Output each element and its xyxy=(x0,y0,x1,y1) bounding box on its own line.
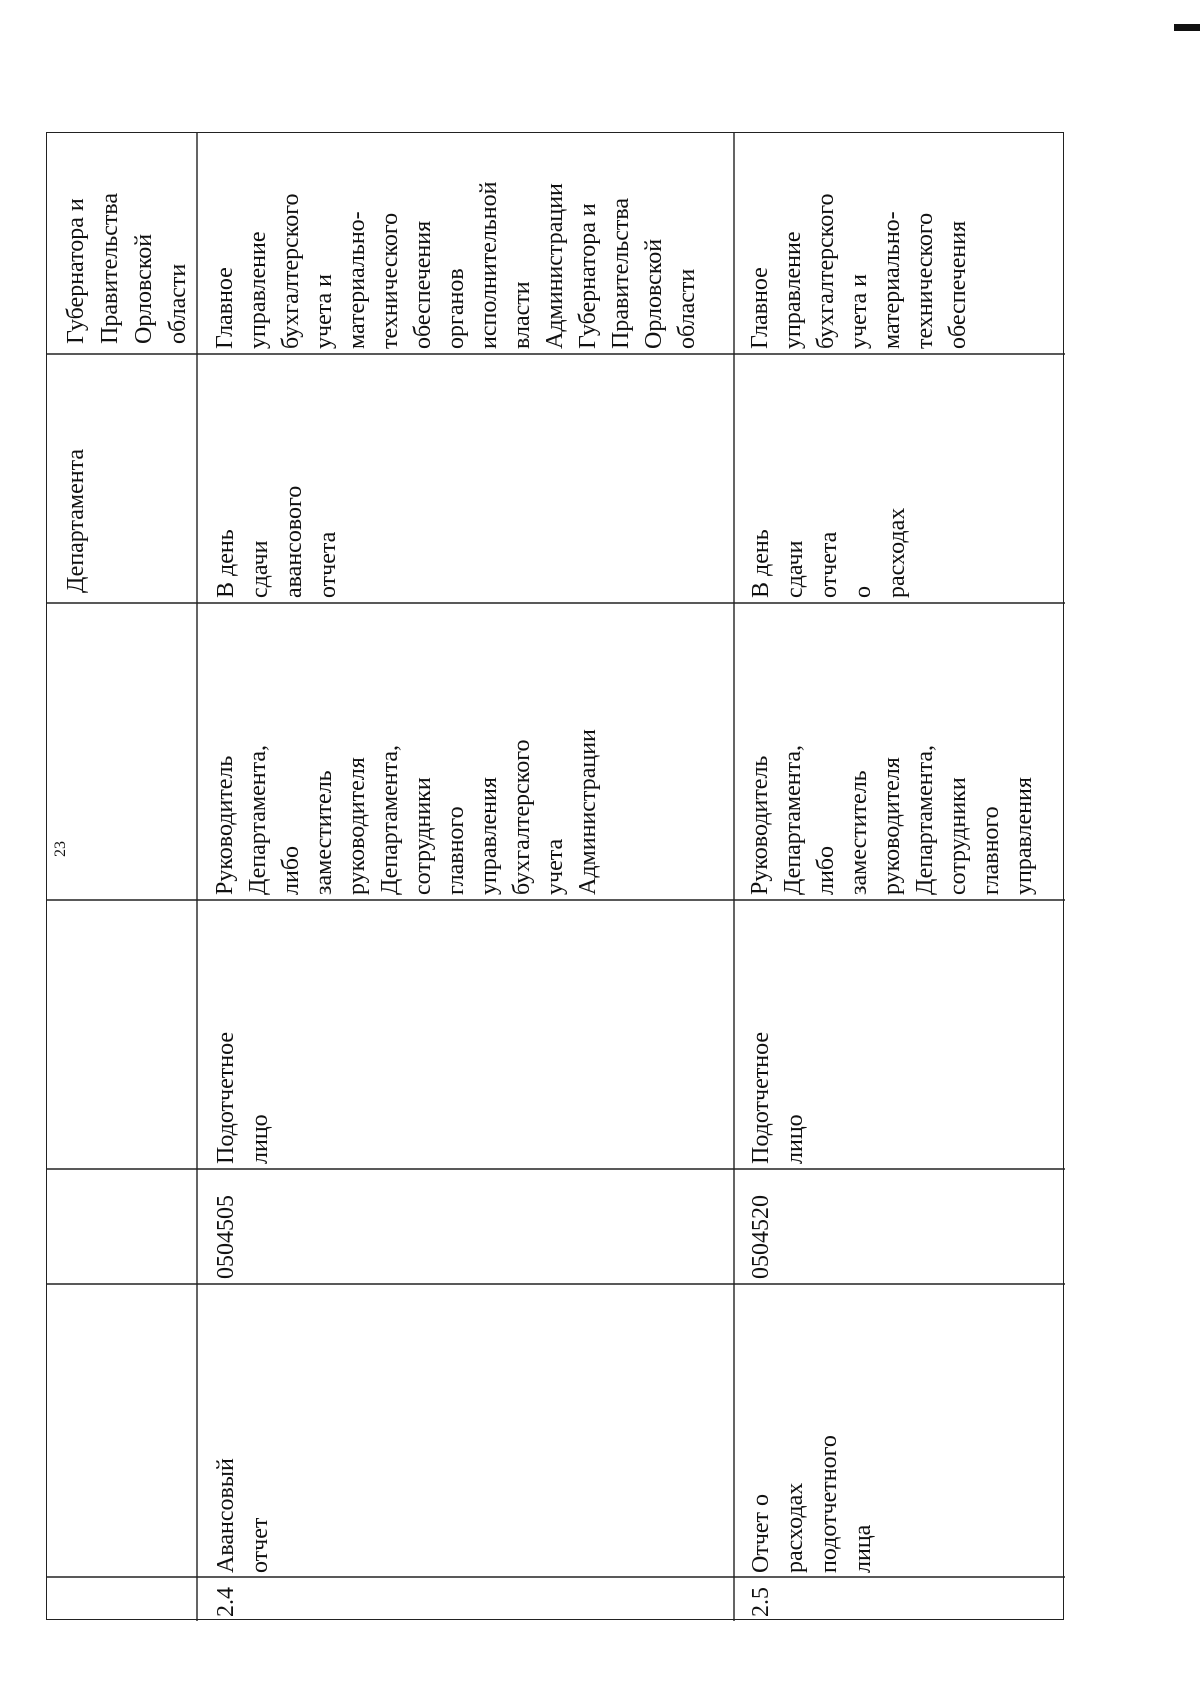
cell-author: Подотчетное лицо xyxy=(213,1031,273,1164)
cell-signers: Руководитель Департамента, либо заместитель руководителя Департамента, сотрудники главного управления xyxy=(747,744,1037,895)
cell-recipient: Главное управление бухгалтерского учета и материально- технического обеспечения органов исполнительной власти Администрации Губернатора и Правительства Орловской области xyxy=(212,181,700,349)
cell-number: 2.5 xyxy=(748,1587,774,1617)
cell-signers: Руководитель Департамента, либо заместитель руководителя Департамента, сотрудники главного управления бухгалтерского учета Администрации xyxy=(212,729,601,895)
cell-responsible: Департамента xyxy=(63,448,89,593)
cell-document: Отчет о расходах подотчетного лица xyxy=(748,1435,876,1573)
cell-document: Авансовый отчет xyxy=(213,1458,273,1573)
scan-mark xyxy=(1174,24,1200,31)
cell-deadline: В день сдачи авансового отчета xyxy=(213,485,341,598)
cell-recipient: Губернатора и Правительства Орловской области xyxy=(63,192,191,344)
cell-form-code: 0504520 xyxy=(748,1195,774,1279)
page-number: 23 xyxy=(52,841,69,857)
cell-deadline: В день сдачи отчета о расходах xyxy=(748,507,910,598)
cell-author: Подотчетное лицо xyxy=(748,1031,808,1164)
document-table xyxy=(46,132,1064,1620)
cell-number: 2.4 xyxy=(213,1587,239,1617)
cell-form-code: 0504505 xyxy=(213,1195,239,1279)
cell-recipient: Главное управление бухгалтерского учета и материально- технического обеспечения xyxy=(747,193,971,349)
